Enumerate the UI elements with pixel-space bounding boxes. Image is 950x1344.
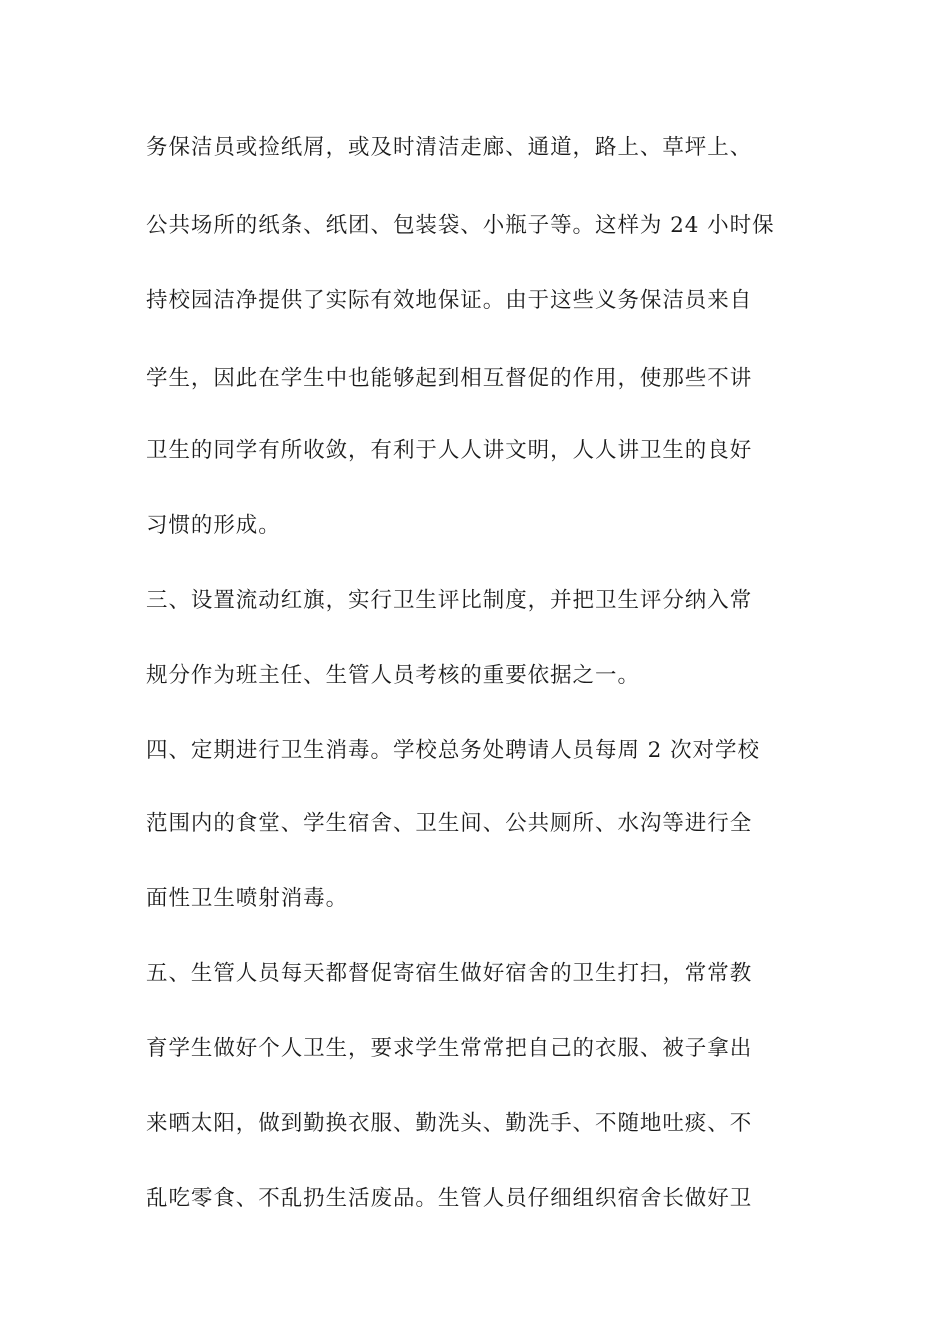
paragraph-line-15: 乱吃零食、不乱扔生活废品。生管人员仔细组织宿舍长做好卫 [146, 1186, 753, 1211]
paragraph-line-12: 五、生管人员每天都督促寄宿生做好宿舍的卫生打扫，常常教 [146, 961, 753, 986]
paragraph-line-6: 习惯的形成。 [146, 513, 281, 538]
paragraph-line-2: 公共场所的纸条、纸团、包装袋、小瓶子等。这样为 24 小时保 [146, 213, 775, 238]
paragraph-line-8: 规分作为班主任、生管人员考核的重要依据之一。 [146, 663, 640, 688]
paragraph-line-3: 持校园洁净提供了实际有效地保证。由于这些义务保洁员来自 [146, 288, 753, 313]
paragraph-line-14: 来晒太阳，做到勤换衣服、勤洗头、勤洗手、不随地吐痰、不 [146, 1111, 753, 1136]
paragraph-line-13: 育学生做好个人卫生，要求学生常常把自己的衣服、被子拿出 [146, 1036, 753, 1061]
paragraph-line-7: 三、设置流动红旗，实行卫生评比制度，并把卫生评分纳入常 [146, 588, 753, 613]
paragraph-line-9: 四、定期进行卫生消毒。学校总务处聘请人员每周 2 次对学校 [146, 738, 760, 763]
paragraph-line-4: 学生，因此在学生中也能够起到相互督促的作用，使那些不讲 [146, 366, 753, 391]
paragraph-line-10: 范围内的食堂、学生宿舍、卫生间、公共厕所、水沟等进行全 [146, 811, 753, 836]
paragraph-line-11: 面性卫生喷射消毒。 [146, 886, 349, 911]
paragraph-line-1: 务保洁员或捡纸屑，或及时清洁走廊、通道，路上、草坪上、 [146, 135, 753, 160]
paragraph-line-5: 卫生的同学有所收敛，有利于人人讲文明，人人讲卫生的良好 [146, 438, 753, 463]
